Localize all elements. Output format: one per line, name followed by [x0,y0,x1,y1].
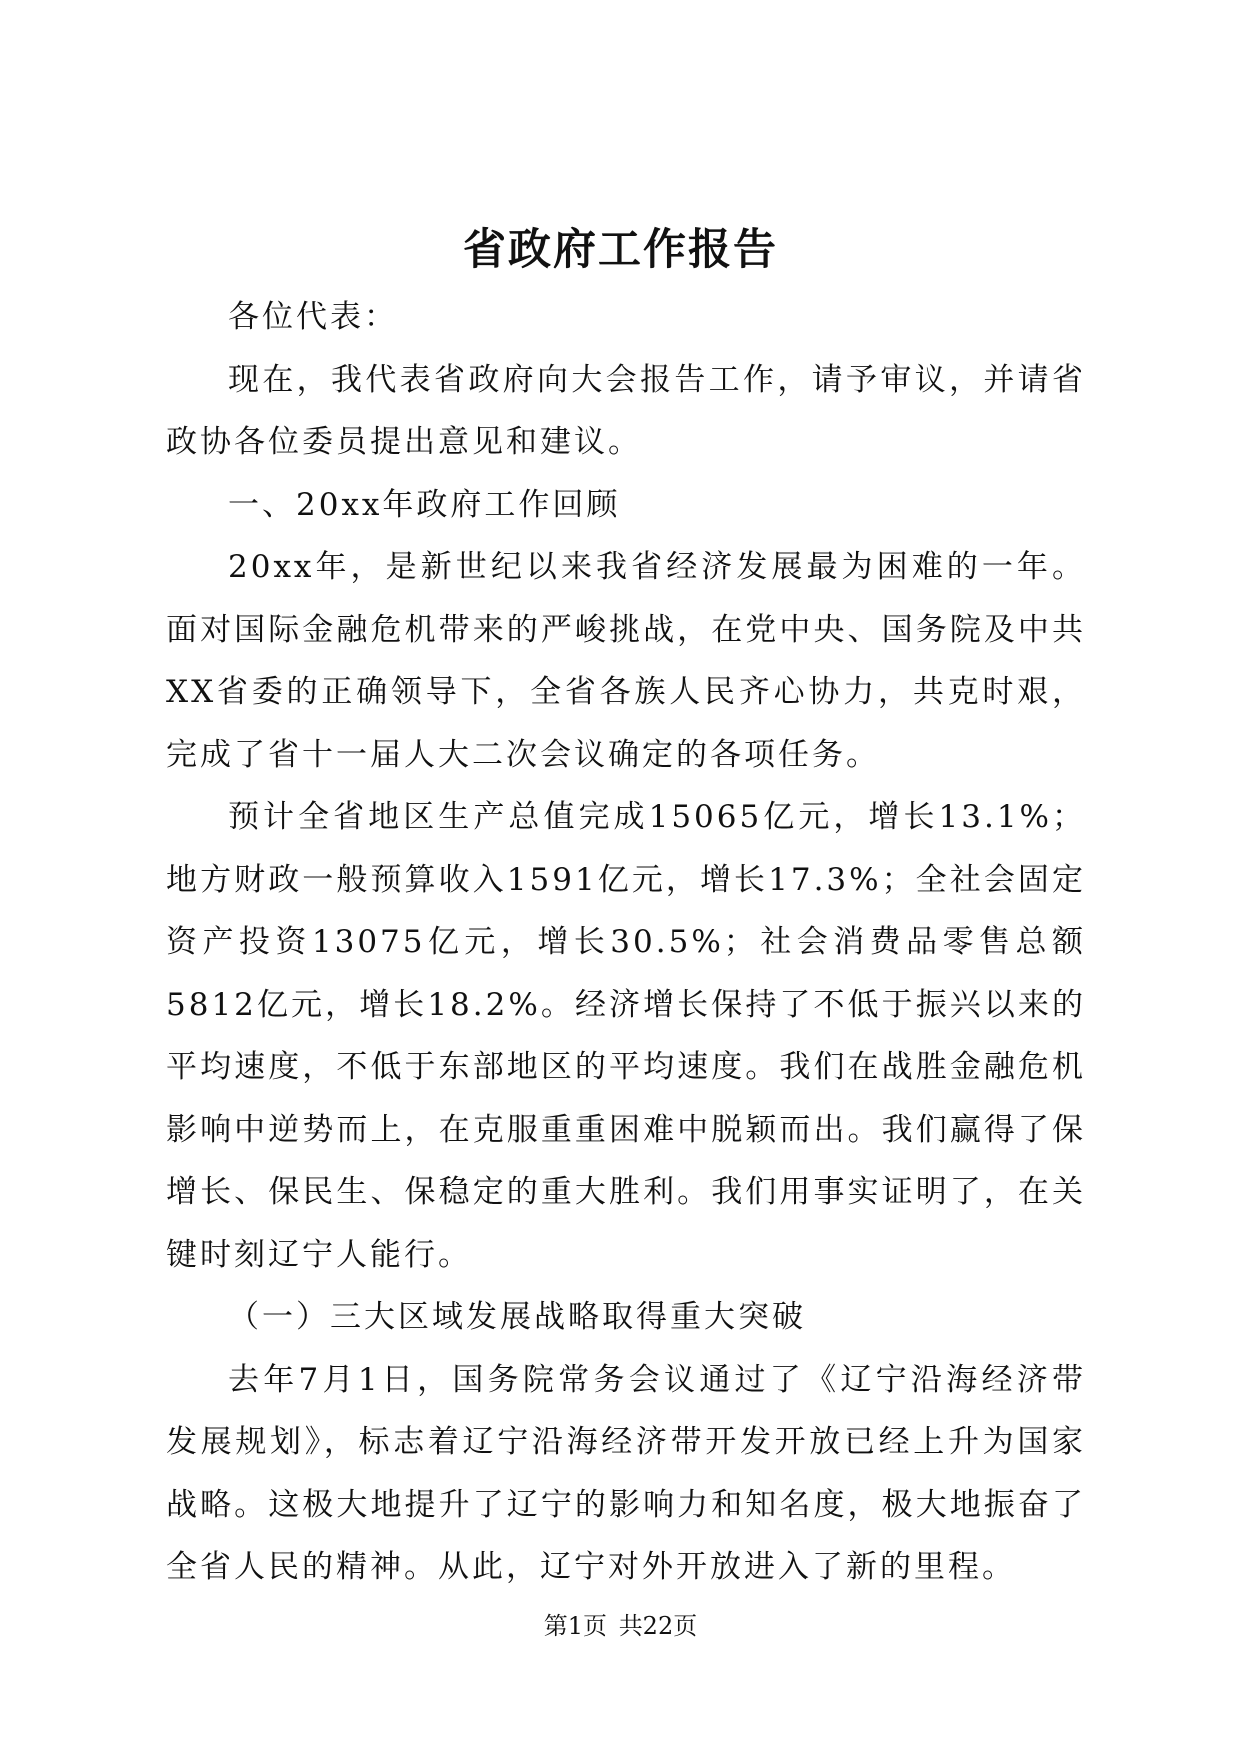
paragraph-overview: 20xx年，是新世纪以来我省经济发展最为困难的一年。面对国际金融危机带来的严峻挑战，在党中央、国务院及中共XX省委的正确领导下，全省各族人民齐心协力，共克时艰，完成了省十一届人大二次会议确定的各项任务。 [166,549,1086,773]
page-total: 共22页 [618,1612,698,1640]
page-number: 第1页 [543,1612,608,1640]
paragraph-coastal-plan: 去年7月1日，国务院常务会议通过了《辽宁沿海经济带发展规划》，标志着辽宁沿海经济带开发开放已经上升为国家战略。这极大地提升了辽宁的影响力和知名度，极大地振奋了全省人民的精神。从此，辽宁对外开放进入了新的里程。 [166,1361,1086,1585]
subsection-heading: （一）三大区域发展战略取得重大突破 [228,1299,806,1335]
paragraph-statistics: 预计全省地区生产总值完成15065亿元，增长13.1%；地方财政一般预算收入1591亿元，增长17.3%；全社会固定资产投资13075亿元，增长30.5%；社会消费品零售总额5812亿元，增长18.2%。经济增长保持了不低于振兴以来的平均速度，不低于东部地区的平均速度。我们在战胜金融危机影响中逆势而上，在克服重重困难中脱颖而出。我们赢得了保增长、保民生、保稳定的重大胜利。我们用事实证明了，在关键时刻辽宁人能行。 [166,799,1086,1273]
salutation: 各位代表： [228,299,398,335]
document-title: 省政府工作报告 [463,225,778,275]
document-body [166,286,1086,1599]
page-footer [0,1610,1241,1642]
paragraph-intro: 现在，我代表省政府向大会报告工作，请予审议，并请省政协各位委员提出意见和建议。 [166,361,1086,460]
section-heading: 一、20xx年政府工作回顾 [228,486,621,523]
